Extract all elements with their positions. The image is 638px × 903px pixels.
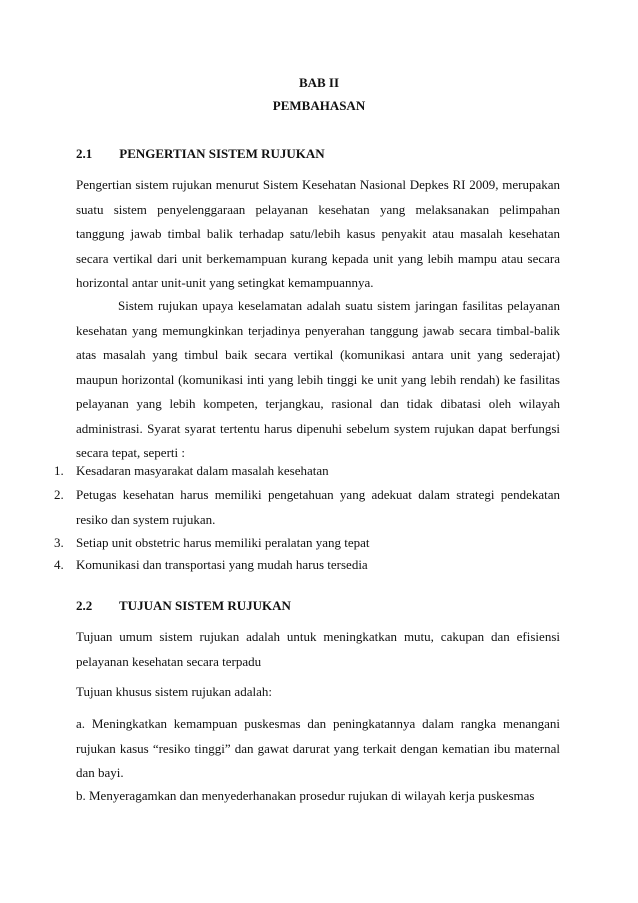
section-number: 2.1 [76,146,93,161]
list-item [54,531,560,556]
list-text: Petugas kesehatan harus memiliki pengetahuan yang adekuat dalam strategi pendekatan resiko dan system rujukan. [76,487,560,527]
paragraph: b. Menyeragamkan dan menyederhanakan prosedur rujukan di wilayah kerja puskesmas [76,788,535,803]
chapter-subtitle: PEMBAHASAN [272,98,366,113]
section-heading-2-1 [76,146,325,162]
list-text: Setiap unit obstetric harus memiliki peralatan yang tepat [76,535,370,550]
list-number: 3. [54,535,64,550]
list-text: Kesadaran masyarakat dalam masalah kesehatan [76,463,329,478]
paragraph: Tujuan umum sistem rujukan adalah untuk meningkatkan mutu, cakupan dan efisiensi pelayanan kesehatan secara terpadu [76,629,560,669]
section-number: 2.2 [76,598,93,613]
section-title: TUJUAN SISTEM RUJUKAN [119,598,291,613]
paragraph: Pengertian sistem rujukan menurut Sistem Kesehatan Nasional Depkes RI 2009, merupakan suatu sistem penyelenggaraan pelayanan kesehatan yang melaksanakan pelimpahan tanggung jawab timbal balik terhadap satu/lebih kasus penyakit atau masalah kesehatan secara vertikal dari unit berkemampuan kurang kepada unit yang lebih mampu atau secara horizontal antar unit-unit yang setingkat kemampuannya. [76,177,560,290]
list-text: Komunikasi dan transportasi yang mudah harus tersedia [76,557,368,572]
list-item [54,459,560,484]
list-number: 2. [54,487,64,502]
paragraph: Sistem rujukan upaya keselamatan adalah suatu sistem jaringan fasilitas pelayanan kesehatan yang memungkinkan terjadinya penyerahan tanggung jawab secara timbal-balik atas masalah yang timbul baik secara vertikal (komunikasi antara unit yang sederajat) maupun horizontal (komunikasi inti yang lebih tinggi ke unit yang lebih rendah) ke fasilitas pelayanan yang lebih kompeten, terjangkau, rasional dan tidak dibatasi oleh wilayah administrasi. Syarat syarat tertentu harus dipenuhi sebelum system rujukan dapat berfungsi secara tepat, seperti : [76,298,560,460]
paragraph: Tujuan khusus sistem rujukan adalah: [76,684,272,699]
list-number: 1. [54,463,64,478]
chapter-title: BAB II [298,75,340,90]
list-number: 4. [54,557,64,572]
section-heading-2-2 [76,598,291,614]
section-title: PENGERTIAN SISTEM RUJUKAN [119,146,325,161]
list-item [54,553,560,578]
list-item [54,483,560,532]
paragraph: a. Meningkatkan kemampuan puskesmas dan peningkatannya dalam rangka menangani rujukan kasus “resiko tinggi” dan gawat darurat yang terkait dengan kematian ibu maternal dan bayi. [76,716,560,780]
